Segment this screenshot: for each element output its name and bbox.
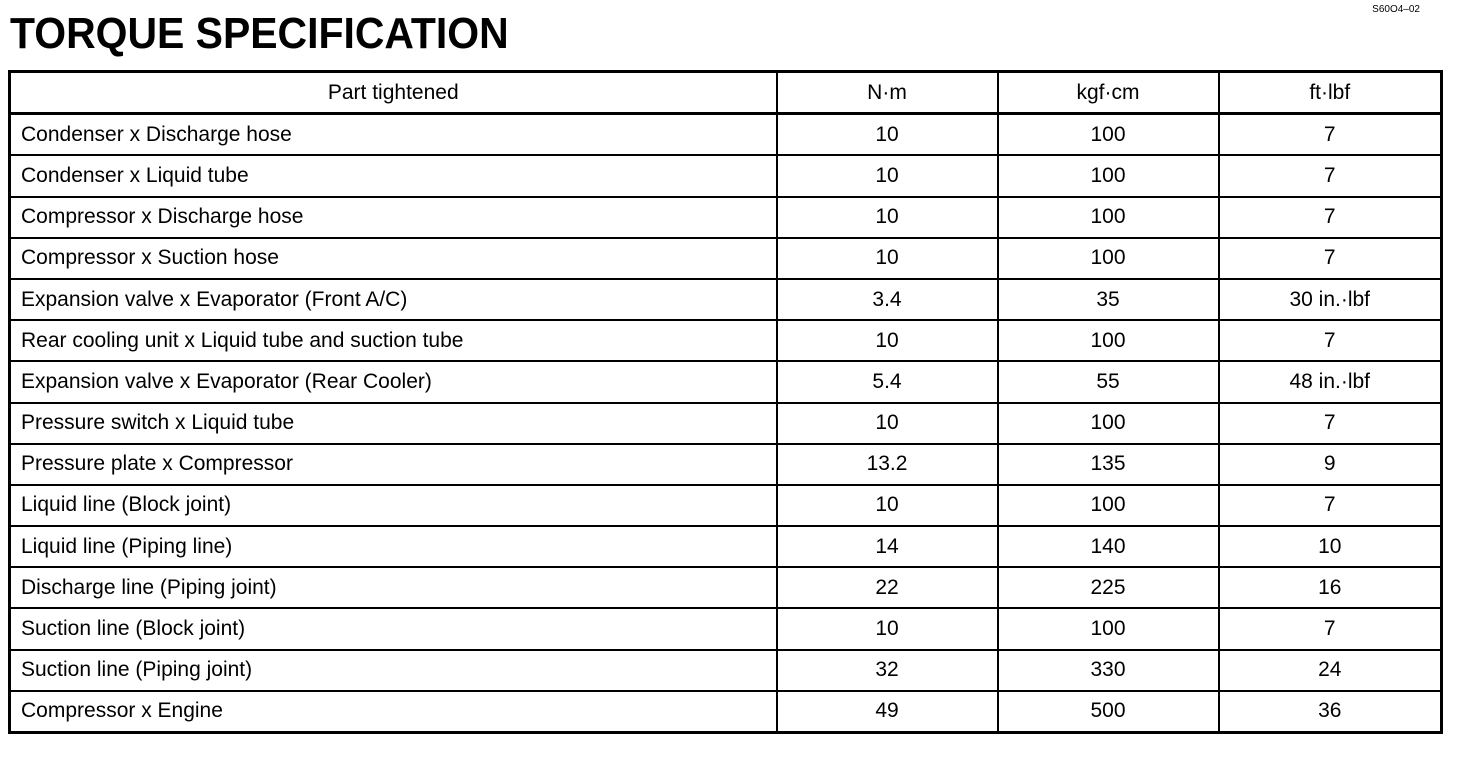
table-row	[10, 320, 1442, 361]
table-row	[10, 238, 1442, 279]
cell-part: Compressor x Suction hose	[10, 238, 777, 279]
table-row	[10, 361, 1442, 402]
cell-part: Compressor x Discharge hose	[10, 197, 777, 238]
cell-part: Pressure plate x Compressor	[10, 444, 777, 485]
header-ft-lbf: ft·lbf	[1219, 72, 1442, 114]
cell-kgf-cm: 500	[998, 691, 1219, 733]
cell-nm: 22	[777, 567, 998, 608]
cell-kgf-cm: 100	[998, 197, 1219, 238]
cell-part: Condenser x Liquid tube	[10, 155, 777, 196]
torque-table	[8, 70, 1443, 734]
cell-part: Compressor x Engine	[10, 691, 777, 733]
cell-part: Rear cooling unit x Liquid tube and suction tube	[10, 320, 777, 361]
table-row	[10, 197, 1442, 238]
cell-kgf-cm: 100	[998, 155, 1219, 196]
cell-ft-lbf: 7	[1219, 320, 1442, 361]
cell-ft-lbf: 10	[1219, 526, 1442, 567]
cell-nm: 10	[777, 238, 998, 279]
cell-part: Pressure switch x Liquid tube	[10, 403, 777, 444]
cell-ft-lbf: 24	[1219, 650, 1442, 691]
table-row	[10, 444, 1442, 485]
cell-part: Liquid line (Piping line)	[10, 526, 777, 567]
cell-ft-lbf: 9	[1219, 444, 1442, 485]
cell-kgf-cm: 330	[998, 650, 1219, 691]
cell-kgf-cm: 100	[998, 320, 1219, 361]
cell-part: Condenser x Discharge hose	[10, 114, 777, 156]
table-row	[10, 567, 1442, 608]
table-row	[10, 114, 1442, 156]
cell-kgf-cm: 100	[998, 485, 1219, 526]
table-row	[10, 279, 1442, 320]
cell-ft-lbf: 16	[1219, 567, 1442, 608]
header-kgf-cm: kgf·cm	[998, 72, 1219, 114]
table-row	[10, 650, 1442, 691]
page-title: TORQUE SPECIFICATION	[10, 9, 509, 58]
table-row	[10, 608, 1442, 649]
table-row	[10, 691, 1442, 733]
cell-nm: 10	[777, 608, 998, 649]
cell-nm: 14	[777, 526, 998, 567]
cell-nm: 10	[777, 320, 998, 361]
cell-nm: 3.4	[777, 279, 998, 320]
table-row	[10, 403, 1442, 444]
cell-nm: 10	[777, 403, 998, 444]
cell-ft-lbf: 7	[1219, 403, 1442, 444]
table-row	[10, 155, 1442, 196]
cell-kgf-cm: 100	[998, 403, 1219, 444]
cell-nm: 32	[777, 650, 998, 691]
cell-nm: 49	[777, 691, 998, 733]
cell-part: Expansion valve x Evaporator (Front A/C)	[10, 279, 777, 320]
cell-nm: 10	[777, 485, 998, 526]
cell-ft-lbf: 7	[1219, 197, 1442, 238]
cell-nm: 10	[777, 197, 998, 238]
cell-nm: 10	[777, 155, 998, 196]
table-row	[10, 485, 1442, 526]
cell-kgf-cm: 55	[998, 361, 1219, 402]
cell-part: Suction line (Block joint)	[10, 608, 777, 649]
cell-ft-lbf: 7	[1219, 114, 1442, 156]
cell-ft-lbf: 48 in.·lbf	[1219, 361, 1442, 402]
cell-kgf-cm: 100	[998, 608, 1219, 649]
cell-part: Discharge line (Piping joint)	[10, 567, 777, 608]
cell-kgf-cm: 135	[998, 444, 1219, 485]
cell-part: Liquid line (Block joint)	[10, 485, 777, 526]
table-row	[10, 526, 1442, 567]
cell-ft-lbf: 7	[1219, 608, 1442, 649]
table-header-row	[10, 72, 1442, 114]
cell-nm: 10	[777, 114, 998, 156]
cell-ft-lbf: 7	[1219, 485, 1442, 526]
document-code: S60O4–02	[1372, 4, 1420, 15]
cell-kgf-cm: 35	[998, 279, 1219, 320]
cell-kgf-cm: 100	[998, 114, 1219, 156]
cell-kgf-cm: 225	[998, 567, 1219, 608]
header-nm: N·m	[777, 72, 998, 114]
cell-ft-lbf: 36	[1219, 691, 1442, 733]
cell-ft-lbf: 7	[1219, 238, 1442, 279]
header-part-tightened: Part tightened	[10, 72, 777, 114]
cell-ft-lbf: 30 in.·lbf	[1219, 279, 1442, 320]
cell-nm: 5.4	[777, 361, 998, 402]
cell-part: Expansion valve x Evaporator (Rear Cooler)	[10, 361, 777, 402]
cell-nm: 13.2	[777, 444, 998, 485]
cell-kgf-cm: 140	[998, 526, 1219, 567]
cell-part: Suction line (Piping joint)	[10, 650, 777, 691]
cell-kgf-cm: 100	[998, 238, 1219, 279]
cell-ft-lbf: 7	[1219, 155, 1442, 196]
